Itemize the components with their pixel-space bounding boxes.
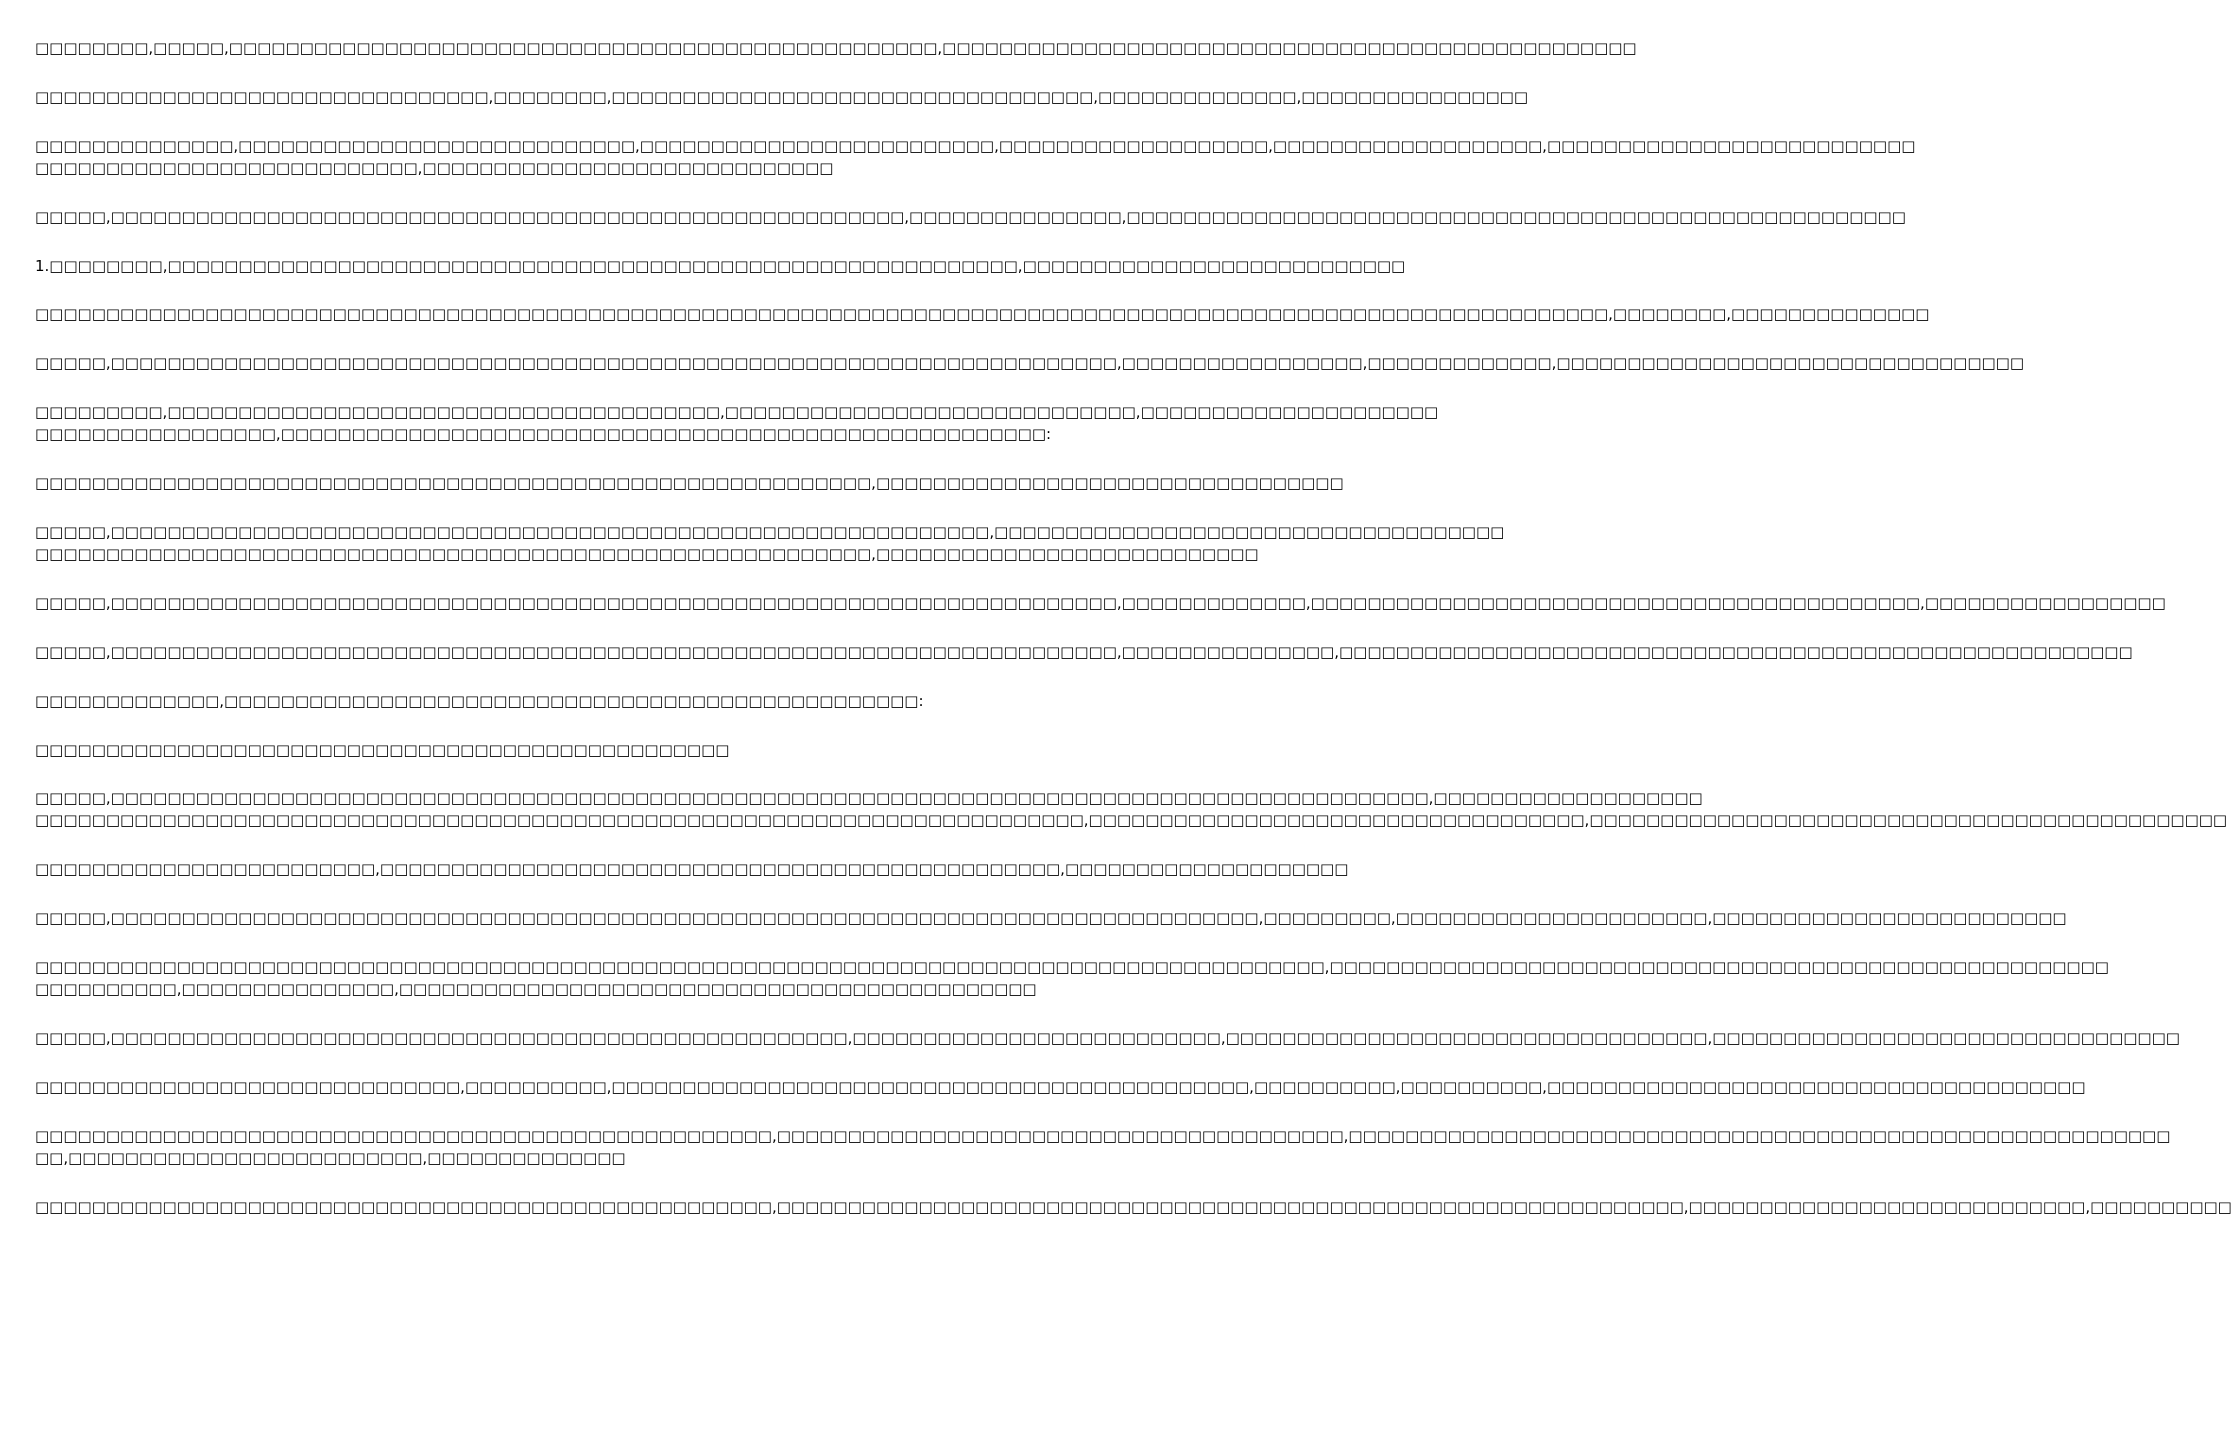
text-line: □□□□□□□□□□□□□□□□□□□□□□□□□□□,□□□□□□□□□□□□□□□□□□□□□□□□□□□□□ [35,158,834,177]
text-line: □□□□□□□□□□□□□□□□□□□□□□□□□□□□□□□□□□□□□□□□□□□□□□□□□□□□,□□□□□□□□□□□□□□□□□□□□□□□□□□□□□□□□□□□□□□□□,□□□□□□□□□□□□□□□□□□□□□□□□□□□□□□□□□□□□□□□□□□□□□□□□□□□□□□□□□□ [35,1126,2171,1145]
text-line: □□□□□□□□□□□□□,□□□□□□□□□□□□□□□□□□□□□□□□□□□□□□□□□□□□□□□□□□□□□□□□□: [35,691,924,710]
text-line: □□,□□□□□□□□□□□□□□□□□□□□□□□□□,□□□□□□□□□□□□□□ [35,1148,626,1167]
paragraph [35,739,990,761]
text-line: □□□□□□□□□□□□□□□□□□□□□□□□□□□□□□□□□□□□□□□□□□□□□□□□□ [35,740,730,759]
paragraph [35,472,1344,494]
text-line: □□□□□□□□□□□□□□□□□□□□□□□□□□□□□□□□□□□□□□□□□□□□□□□□□□□□,□□□□□□□□□□□□□□□□□□□□□□□□□□□□□□□□□□□□□□□□□□□□□□□□□□□□□□□□□□□□□□□□,□□□□□□□□□□□□□□□□□□□□□□□□□□□□,□□□□□□□□□□ [35,1197,2232,1216]
text-line: □□□□□□□□□□□□□□□□□□□□□□□□,□□□□□□□□□□□□□□□□□□□□□□□□□□□□□□□□□□□□□□□□□□□□□□□□,□□□□□□□□□□□□□□□□□□□□ [35,860,1349,879]
text-line: □□□□□□□□□□□□□□□□□□□□□□□□□□□□□□□□□□□□□□□□□□□□□□□□□□□□□□□□□□□□□□□□□□□□□□□□□□,□□□□□□□□□□□□□□□□□□□□□□□□□□□□□□□□□□□,□□□□□□□□□□□□□□□□□□□□□□□□□□□□□□□□□□□□□□□□□□□□□ [35,811,2228,830]
paragraph [35,37,1637,59]
paragraph [35,1125,2171,1169]
text-line: □□□□□,□□□□□□□□□□□□□□□□□□□□□□□□□□□□□□□□□□□□□□□□□□□□□□□□□□□□,□□□□□□□□□□□□□□□□□□□□□□□□□□,□□□□□□□□□□□□□□□□□□□□□□□□□□□□□□□□□□,□□□□□□□□□□□□□□□□□□□□□□□□□□□□□□□□□ [35,1029,2180,1048]
paragraph [35,956,2109,1000]
paragraph [35,690,990,712]
text-line: □□□□□,□□□□□□□□□□□□□□□□□□□□□□□□□□□□□□□□□□□□□□□□□□□□□□□□□□□□□□□□□□□□□□□□□□□□□□□,□□□□□□□□□□□□□□□,□□□□□□□□□□□□□□□□□□□□□□□□□□□□□□□□□□□□□□□□□□□□□□□□□□□□□□□□ [35,642,2133,661]
paragraph [35,1027,2180,1049]
text-line: □□□□□□□□□□□□□□□□□□□□□□□□□□□□□□□□□□□□□□□□□□□□□□□□□□□□□□□□□□□,□□□□□□□□□□□□□□□□□□□□□□□□□□□ [35,545,1259,564]
text-line: □□□□□,□□□□□□□□□□□□□□□□□□□□□□□□□□□□□□□□□□□□□□□□□□□□□□□□□□□□□□□□□□□□□□,□□□□□□□□□□□□□□□□□□□□□□□□□□□□□□□□□□□□ [35,523,1505,542]
text-line: □□□□□,□□□□□□□□□□□□□□□□□□□□□□□□□□□□□□□□□□□□□□□□□□□□□□□□□□□□□□□□□□□□□□□□□□□□□□□,□□□□□□□□□□□□□□□□□,□□□□□□□□□□□□□,□□□□□□□□□□□□□□□□□□□□□□□□□□□□□□□□□ [35,354,2025,373]
text-line: □□□□□□□□□□□□□□□□□□□□□□□□□□□□□□□□□□□□□□□□□□□□□□□□□□□□□□□□□□□,□□□□□□□□□□□□□□□□□□□□□□□□□□□□□□□□□ [35,474,1344,493]
paragraph [35,641,2133,663]
text-line: □□□□□□□□□,□□□□□□□□□□□□□□□□□□□□□□□□□□□□□□□□□□□□□□□,□□□□□□□□□□□□□□□□□□□□□□□□□□□□□,□□□□□□□□□□□□□□□□□□□□□ [35,403,1439,422]
paragraph [35,135,1916,179]
paragraph [35,303,1930,325]
paragraph [35,206,1906,228]
text-line: □□□□□,□□□□□□□□□□□□□□□□□□□□□□□□□□□□□□□□□□□□□□□□□□□□□□□□□□□□□□□□□□□□□□□□□□□□□□□□□□□□□□□□□,□□□□□□□□□,□□□□□□□□□□□□□□□□□□□□□□,□□□□□□□□□□□□□□□□□□□□□□□□□ [35,909,2067,928]
text-line: □□□□□□□□□□□□□□□□□□□□□□□□□□□□□□,□□□□□□□□□□,□□□□□□□□□□□□□□□□□□□□□□□□□□□□□□□□□□□□□□□□□□□□□,□□□□□□□□□□,□□□□□□□□□□,□□□□□□□□□□□□□□□□□□□□□□□□□□□□□□□□□□□□□□ [35,1077,2086,1096]
paragraph [35,255,1406,277]
text-line: □□□□□□□□□□□□□□□□□,□□□□□□□□□□□□□□□□□□□□□□□□□□□□□□□□□□□□□□□□□□□□□□□□□□□□□□: [35,425,1052,444]
text-line: □□□□□□□□□□□□□□□□□□□□□□□□□□□□□□□□□□□□□□□□□□□□□□□□□□□□□□□□□□□□□□□□□□□□□□□□□□□□□□□□□□□□□□□□□□□,□□□□□□□□□□□□□□□□□□□□□□□□□□□□□□□□□□□□□□□□□□□□□□□□□□□□□□□ [35,958,2109,977]
text-line: □□□□□,□□□□□□□□□□□□□□□□□□□□□□□□□□□□□□□□□□□□□□□□□□□□□□□□□□□□□□□□,□□□□□□□□□□□□□□□,□□□□□□□□□□□□□□□□□□□□□□□□□□□□□□□□□□□□□□□□□□□□□□□□□□□□□□□ [35,207,1906,226]
paragraph [35,521,1505,565]
text-line: 1.□□□□□□□□,□□□□□□□□□□□□□□□□□□□□□□□□□□□□□□□□□□□□□□□□□□□□□□□□□□□□□□□□□□□□,□□□□□□□□□□□□□□□□□□□□□□□□□□□ [35,256,1406,275]
text-line: □□□□□□□□,□□□□□,□□□□□□□□□□□□□□□□□□□□□□□□□□□□□□□□□□□□□□□□□□□□□□□□□□,□□□□□□□□□□□□□□□□□□□□□□□□□□□□□□□□□□□□□□□□□□□□□□□□□ [35,39,1637,57]
paragraph [35,1196,2232,1218]
text-line: □□□□□,□□□□□□□□□□□□□□□□□□□□□□□□□□□□□□□□□□□□□□□□□□□□□□□□□□□□□□□□□□□□□□□□□□□□□□□,□□□□□□□□□□□□□,□□□□□□□□□□□□□□□□□□□□□□□□□□□□□□□□□□□□□□□□□□□,□□□□□□□□□□□□□□□□□ [35,593,2166,612]
paragraph [35,907,2067,929]
paragraph [35,401,1439,445]
paragraph [35,352,2025,374]
text-line: □□□□□,□□□□□□□□□□□□□□□□□□□□□□□□□□□□□□□□□□□□□□□□□□□□□□□□□□□□□□□□□□□□□□□□□□□□□□□□□□□□□□□□□□□□□□□□□□□□□,□□□□□□□□□□□□□□□□□□□ [35,789,1703,808]
text-line: □□□□□□□□□□□□□□□□□□□□□□□□□□□□□□□□,□□□□□□□□,□□□□□□□□□□□□□□□□□□□□□□□□□□□□□□□□□□,□□□□□□□□□□□□□□,□□□□□□□□□□□□□□□□ [35,87,1528,106]
paragraph [35,1076,2086,1098]
text-line: □□□□□□□□□□,□□□□□□□□□□□□□□□,□□□□□□□□□□□□□□□□□□□□□□□□□□□□□□□□□□□□□□□□□□□□□ [35,980,1037,999]
paragraph [35,787,2228,831]
paragraph [35,592,2166,614]
document-body [35,37,2232,1245]
paragraph [35,86,1528,108]
text-line: □□□□□□□□□□□□□□,□□□□□□□□□□□□□□□□□□□□□□□□□□□□,□□□□□□□□□□□□□□□□□□□□□□□□□,□□□□□□□□□□□□□□□□□□□,□□□□□□□□□□□□□□□□□□□,□□□□□□□□□□□□□□□□□□□□□□□□□□ [35,136,1916,155]
text-line: □□□□□□□□□□□□□□□□□□□□□□□□□□□□□□□□□□□□□□□□□□□□□□□□□□□□□□□□□□□□□□□□□□□□□□□□□□□□□□□□□□□□□□□□□□□□□□□□□□□□□□□□□□□□□□□,□□□□□□□□,□□□□□□□□□□□□□□ [35,305,1930,324]
paragraph [35,858,1349,880]
